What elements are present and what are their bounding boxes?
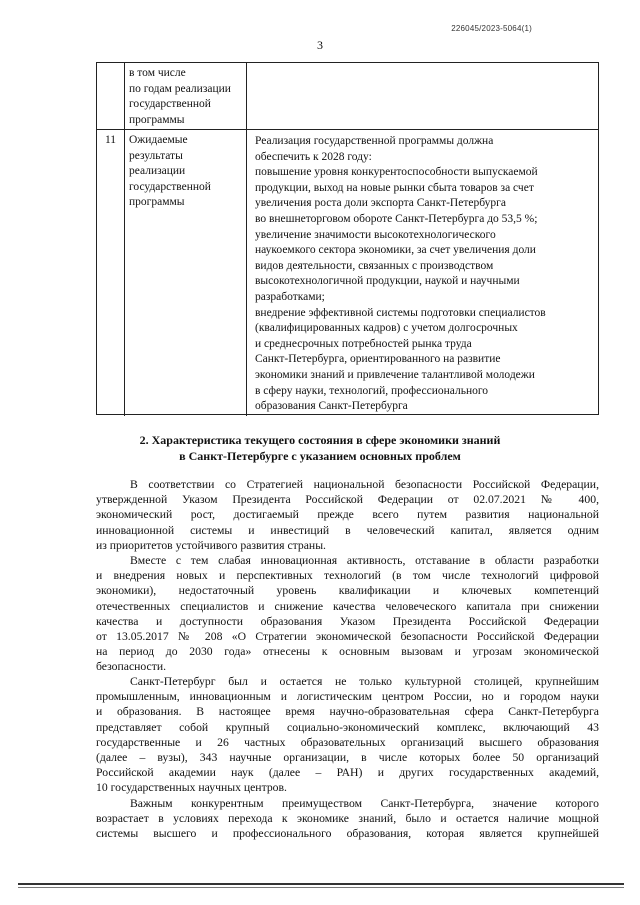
row-name-line: в том числе xyxy=(129,67,186,79)
row-content-line: повышение уровня конкурентоспособности выпускаемой xyxy=(255,166,538,179)
row-content-line: наукоемкого сектора экономики, за счет увеличения доли xyxy=(255,244,536,257)
row-name-cell xyxy=(125,63,247,129)
row-name-line: по годам реализации xyxy=(129,82,231,95)
paragraph-line: и образования. В настоящее время научно-образовательная сфера Санкт-Петербурга xyxy=(96,705,599,719)
paragraph xyxy=(96,674,599,796)
section-heading-line: 2. Характеристика текущего состояния в сфере экономики знаний xyxy=(139,433,501,447)
row-content-cell xyxy=(247,130,598,420)
row-content-line: внедрение эффективной системы подготовки специалистов xyxy=(255,306,546,319)
paragraph-line: утвержденной Указом Президента Российской Федерации от 02.07.2021 № 400, xyxy=(96,493,599,507)
row-content-line: увеличение значимости высокотехнологического xyxy=(255,228,496,241)
row-content-line: Санкт-Петербурга, ориентированного на развитие xyxy=(255,353,501,366)
page-bottom-rule xyxy=(18,887,624,888)
paragraph-line: государственные и 26 частных образовательных организаций высшего образования xyxy=(96,735,599,749)
paragraph-line: качества и доступности образования Указом Президента Российской Федерации xyxy=(96,614,599,628)
row-name-line: реализации xyxy=(129,165,186,177)
paragraph-line: промышленным, инновационным и логистическим центром России, но и городом науки xyxy=(96,690,599,704)
page-bottom-rule xyxy=(18,883,624,885)
row-name-cell xyxy=(125,130,247,416)
row-content-line: (квалифицированных кадров) с учетом долгосрочных xyxy=(255,322,518,335)
paragraph-line: Важным конкурентным преимуществом Санкт-Петербурга, значение которого xyxy=(130,797,599,810)
row-content-line: высокотехнологичной продукции, наукой и научными xyxy=(255,275,520,288)
paragraph-line: Вместе с тем слабая инновационная активность, отставание в области разработки xyxy=(130,554,599,567)
paragraph-line: безопасности. xyxy=(96,660,167,674)
row-content-line: образования Санкт-Петербурга xyxy=(255,400,408,413)
program-passport-table xyxy=(96,62,599,415)
row-content-line: и среднесрочных потребностей рынка труда xyxy=(255,337,472,350)
paragraph-line: экономики), недостаточный уровень квалификации и ключевых компетенций xyxy=(96,584,599,598)
paragraph-line: инновационной системы и инвестиций в человеческий капитал, является одним xyxy=(96,523,599,537)
row-number xyxy=(97,63,125,129)
paragraph-line: В соответствии со Стратегией национальной безопасности Российской Федерации, xyxy=(130,478,599,491)
row-content-line: обеспечить к 2028 году: xyxy=(255,150,372,163)
paragraph-line: (далее – вузы), 343 научные организации, в числе которых более 50 организаций xyxy=(96,751,599,765)
page-number: 3 xyxy=(317,38,323,52)
paragraph-line: на период до 2030 года» отнесены к основным вызовам и угрозам экономической xyxy=(96,645,599,659)
row-name-line: государственной xyxy=(129,180,211,193)
table-row xyxy=(97,63,598,130)
row-content-line: во внешнеторговом обороте Санкт-Петербурга до 53,5 %; xyxy=(255,212,538,225)
paragraph-line: Российской академии наук (далее – РАН) и других государственных академий, xyxy=(96,766,599,780)
row-content-line: видов деятельности, связанных с производством xyxy=(255,259,494,272)
row-content-line: разработками; xyxy=(255,290,325,303)
paragraph-line: отечественных специалистов и снижение качества человеческого капитала при снижении xyxy=(96,599,599,613)
paragraph-line: экономический рост, достигаемый прежде всего путем развития национальной xyxy=(96,508,599,522)
row-content-line: Реализация государственной программы должна xyxy=(255,135,494,147)
row-content-cell xyxy=(247,63,598,133)
paragraph-line: Санкт-Петербург был и остается не только культурной столицей, крупнейшим xyxy=(130,675,599,688)
row-name-line: государственной xyxy=(129,98,211,110)
paragraph xyxy=(96,553,599,675)
row-name-line: программы xyxy=(129,196,185,208)
paragraph-line: 10 государственных научных центров. xyxy=(96,781,287,795)
table-row xyxy=(97,130,598,416)
paragraph-line: системы высшего и профессионального образования, которая является крупнейшей xyxy=(96,827,599,841)
paragraph xyxy=(96,477,599,553)
row-name-line: Ожидаемые xyxy=(129,134,188,146)
row-number: 11 xyxy=(97,130,125,416)
paragraph-line: из приоритетов устойчивого развития страны. xyxy=(96,538,326,552)
paragraph-line: возрастает в условиях перехода к экономике знаний, было и остается наличие мощной xyxy=(96,812,599,826)
paragraph-line: от 13.05.2017 № 208 «О Стратегии экономической безопасности Российской Федерации xyxy=(96,630,599,644)
row-content-line: в сферу науки, технологий, профессионального xyxy=(255,384,489,397)
document-id: 226045/2023-5064(1) xyxy=(451,24,532,33)
paragraph-line: представляет собой крупный социально-экономический комплекс, включающий 43 xyxy=(96,720,599,734)
row-name-line: результаты xyxy=(129,149,183,162)
row-content-line: увеличения роста доли экспорта Санкт-Петербурга xyxy=(255,197,506,210)
paragraph-line: и внедрения новых и перспективных технологий (в том числе технологий цифровой xyxy=(96,569,599,583)
section-heading-line: в Санкт-Петербурге с указанием основных проблем xyxy=(179,449,461,463)
row-content-line: экономики знаний и привлечение талантливой молодежи xyxy=(255,368,535,381)
row-name-line: программы xyxy=(129,113,185,126)
row-content-line: продукции, выход на новые рынки сбыта товаров за счет xyxy=(255,181,534,194)
section-heading xyxy=(0,432,640,464)
paragraph xyxy=(96,796,599,842)
